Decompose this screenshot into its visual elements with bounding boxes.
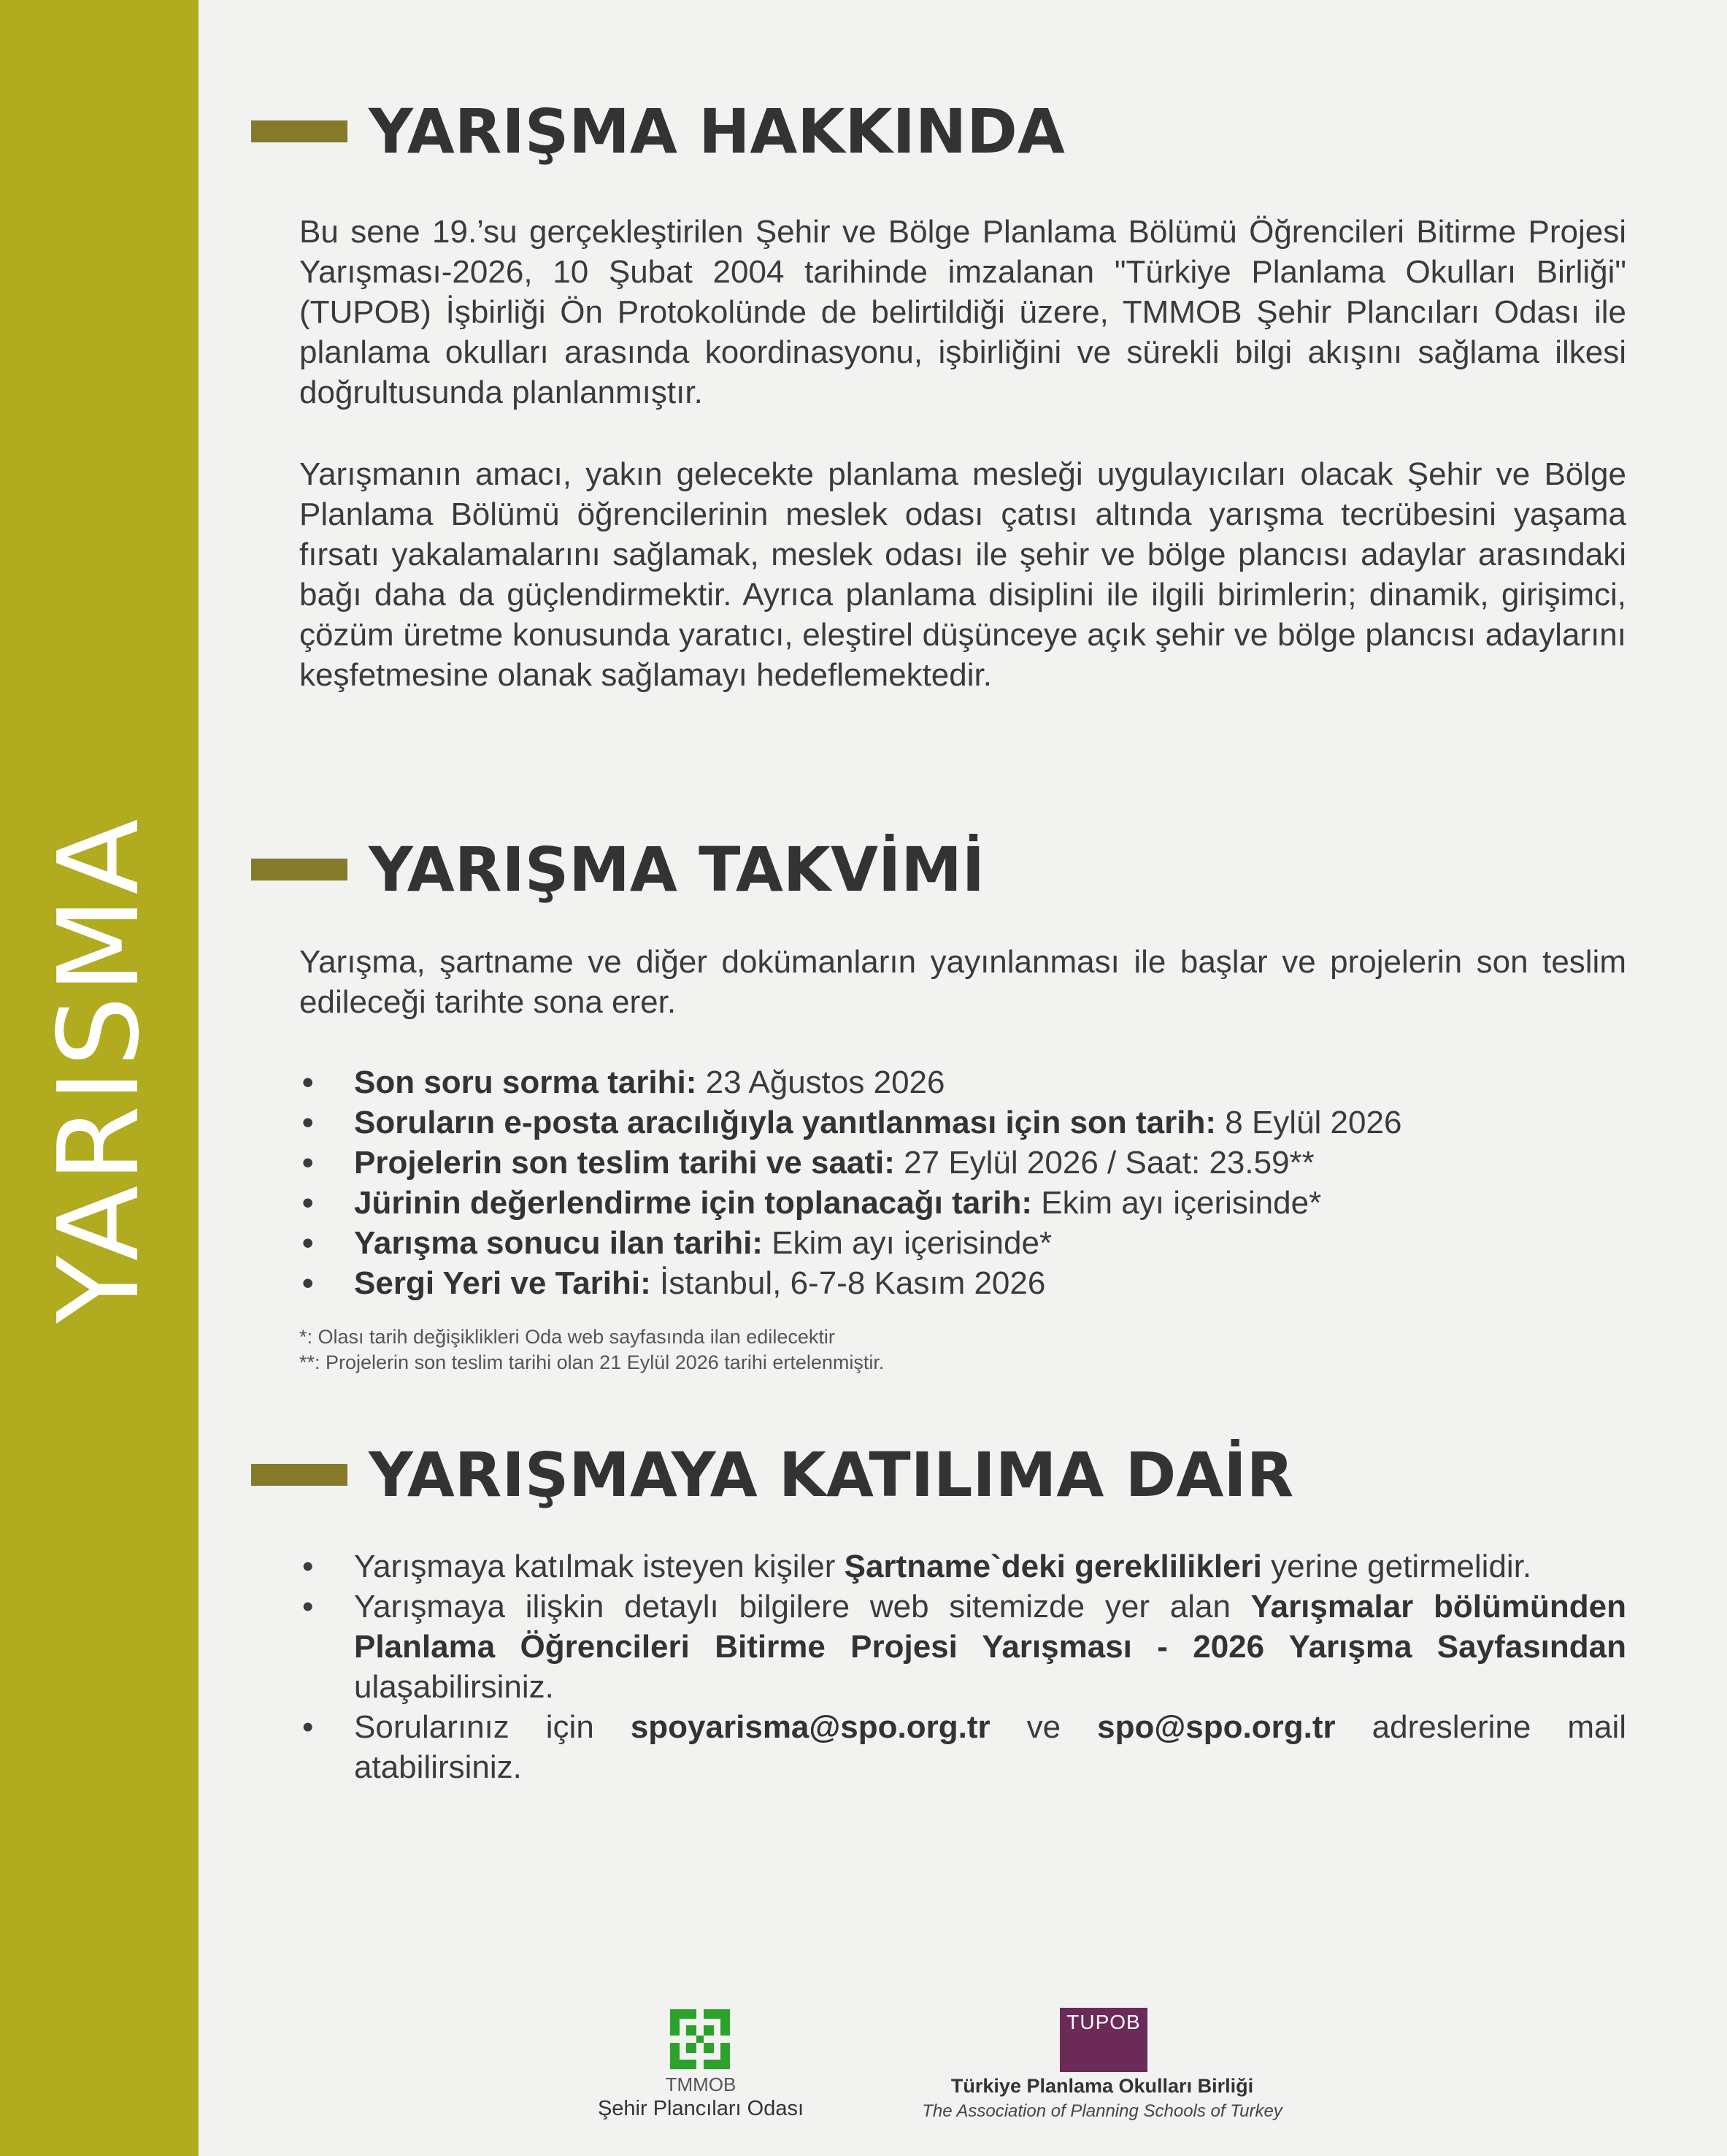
about-paragraph-2: Yarışmanın amacı, yakın gelecekte planlama mesleği uygulayıcıları olacak Şehir ve Bölge Planlama Bölümü öğrencilerinin meslek odası çatısı altında yarışma tecrübesini yaşama fırsatı yakalamalarını sağlamak, meslek odası ile şehir ve bölge plancısı adaylar arasındaki bağı daha da güçlendirmektir. Ayrıca planlama disiplini ile ilgili birimlerin; dinamik, girişimci, çözüm üretme konusunda yaratıcı, eleştirel düşünceye açık şehir ve bölge plancısı adaylarını keşfetmesine olanak sağlamayı hedeflemektedir. xyxy=(299,456,1626,693)
calendar-item-value: Ekim ayı içerisinde* xyxy=(1032,1185,1322,1221)
section-marker-bar xyxy=(251,859,347,881)
tupob-english-name: The Association of Planning Schools of Turkey xyxy=(922,2101,1282,2121)
section-marker-bar xyxy=(251,120,347,142)
calendar-item xyxy=(299,1143,1626,1183)
bullet-icon: • xyxy=(302,1225,314,1261)
section-title-about: YARIŞMA HAKKINDA xyxy=(369,96,1065,167)
calendar-item-value: İstanbul, 6-7-8 Kasım 2026 xyxy=(650,1265,1046,1301)
calendar-item-value: 8 Eylül 2026 xyxy=(1216,1105,1402,1140)
footnote-deadline-extension: **: Projelerin son teslim tarihi olan 21 Eylül 2026 tarihi ertelenmiştir. xyxy=(299,1351,885,1373)
bullet-icon: • xyxy=(302,1549,314,1584)
participation-list xyxy=(299,1546,1626,1787)
calendar-list xyxy=(299,1062,1626,1303)
participation-text: ve xyxy=(990,1709,1098,1745)
tupob-logo-text: TUPOB xyxy=(1066,2011,1141,2033)
calendar-item xyxy=(299,1263,1626,1303)
participation-text: Yarışmaya ilişkin detaylı bilgilere web sitemizde yer alan xyxy=(354,1589,1251,1624)
calendar-item-value: 27 Eylül 2026 / Saat: 23.59** xyxy=(894,1145,1315,1181)
competition-page-reference: Yarışmalar bölümünden Planlama Öğrencileri Bitirme Projesi Yarışması - 2026 Yarışma Sayfasından xyxy=(354,1589,1626,1665)
tupob-name: Türkiye Planlama Okulları Birliği xyxy=(950,2075,1254,2097)
footnote-date-changes: *: Olası tarih değişiklikleri Oda web sayfasında ilan edilecektir xyxy=(299,1326,835,1348)
participation-text: adreslerine mail atabilirsiniz. xyxy=(354,1709,1627,1785)
calendar-item-label: Soruların e-posta aracılığıyla yanıtlanması için son tarih: xyxy=(354,1105,1217,1140)
calendar-item xyxy=(299,1223,1626,1263)
calendar-item-label: Jürinin değerlendirme için toplanacağı tarih: xyxy=(354,1185,1033,1221)
calendar-item-label: Yarışma sonucu ilan tarihi: xyxy=(354,1225,763,1261)
section-marker-bar xyxy=(251,1464,347,1486)
calendar-item xyxy=(299,1062,1626,1102)
bullet-icon: • xyxy=(302,1709,314,1745)
calendar-item-label: Sergi Yeri ve Tarihi: xyxy=(354,1265,651,1301)
participation-item xyxy=(299,1587,1626,1707)
section-title-participation: YARIŞMAYA KATILIMA DAİR xyxy=(369,1439,1294,1511)
calendar-item-label: Projelerin son teslim tarihi ve saati: xyxy=(354,1145,895,1181)
section-title-calendar: YARIŞMA TAKVİMİ xyxy=(369,834,985,905)
participation-item xyxy=(299,1546,1626,1587)
bullet-icon: • xyxy=(302,1589,314,1624)
bullet-icon: • xyxy=(302,1064,314,1100)
bullet-icon: • xyxy=(302,1105,314,1140)
about-paragraph-1: Bu sene 19.’su gerçekleştirilen Şehir ve Bölge Planlama Bölümü Öğrencileri Bitirme Projesi Yarışması-2026, 10 Şubat 2004 tarihinde imzalanan "Türkiye Planlama Okulları Birliği" (TUPOB) İşbirliği Ön Protokolünde de belirtildiği üzere, TMMOB Şehir Plancıları Odası ile planlama okulları arasında koordinasyonu, işbirliğini ve sürekli bilgi akışını sağlama ilkesi doğrultusunda planlanmıştır. xyxy=(299,214,1626,410)
participation-text: yerine getirmelidir. xyxy=(1261,1549,1532,1584)
bullet-icon: • xyxy=(302,1145,314,1181)
tupob-logo xyxy=(1060,2008,1147,2072)
participation-text: Sorularınız için xyxy=(354,1709,631,1745)
calendar-item-value: Ekim ayı içerisinde* xyxy=(762,1225,1053,1261)
bullet-icon: • xyxy=(302,1185,314,1221)
email-spo[interactable]: spo@spo.org.tr xyxy=(1097,1709,1336,1745)
participation-text: Yarışmaya katılmak isteyen kişiler xyxy=(354,1549,845,1584)
bullet-icon: • xyxy=(302,1265,314,1301)
email-spoyarisma[interactable]: spoyarisma@spo.org.tr xyxy=(630,1709,991,1745)
participation-text: ulaşabilirsiniz. xyxy=(354,1669,554,1705)
sidebar xyxy=(0,0,199,2156)
tmmob-logo-top-text: TMMOB xyxy=(665,2073,736,2095)
participation-item xyxy=(299,1707,1626,1787)
calendar-item-label: Son soru sorma tarihi: xyxy=(354,1064,697,1100)
calendar-item xyxy=(299,1102,1626,1143)
sidebar-vertical-title: YARISMA xyxy=(34,816,164,1324)
calendar-item-value: 23 Ağustos 2026 xyxy=(696,1064,945,1100)
tmmob-logo-name: Şehir Plancıları Odası xyxy=(597,2097,804,2120)
tmmob-logo-icon xyxy=(670,2009,730,2069)
specification-requirements-link: Şartname`deki gereklilikleri xyxy=(844,1549,1262,1584)
calendar-intro: Yarışma, şartname ve diğer dokümanların yayınlanması ile başlar ve projelerin son teslim edileceği tarihte sona erer. xyxy=(299,944,1626,1020)
calendar-item xyxy=(299,1183,1626,1223)
